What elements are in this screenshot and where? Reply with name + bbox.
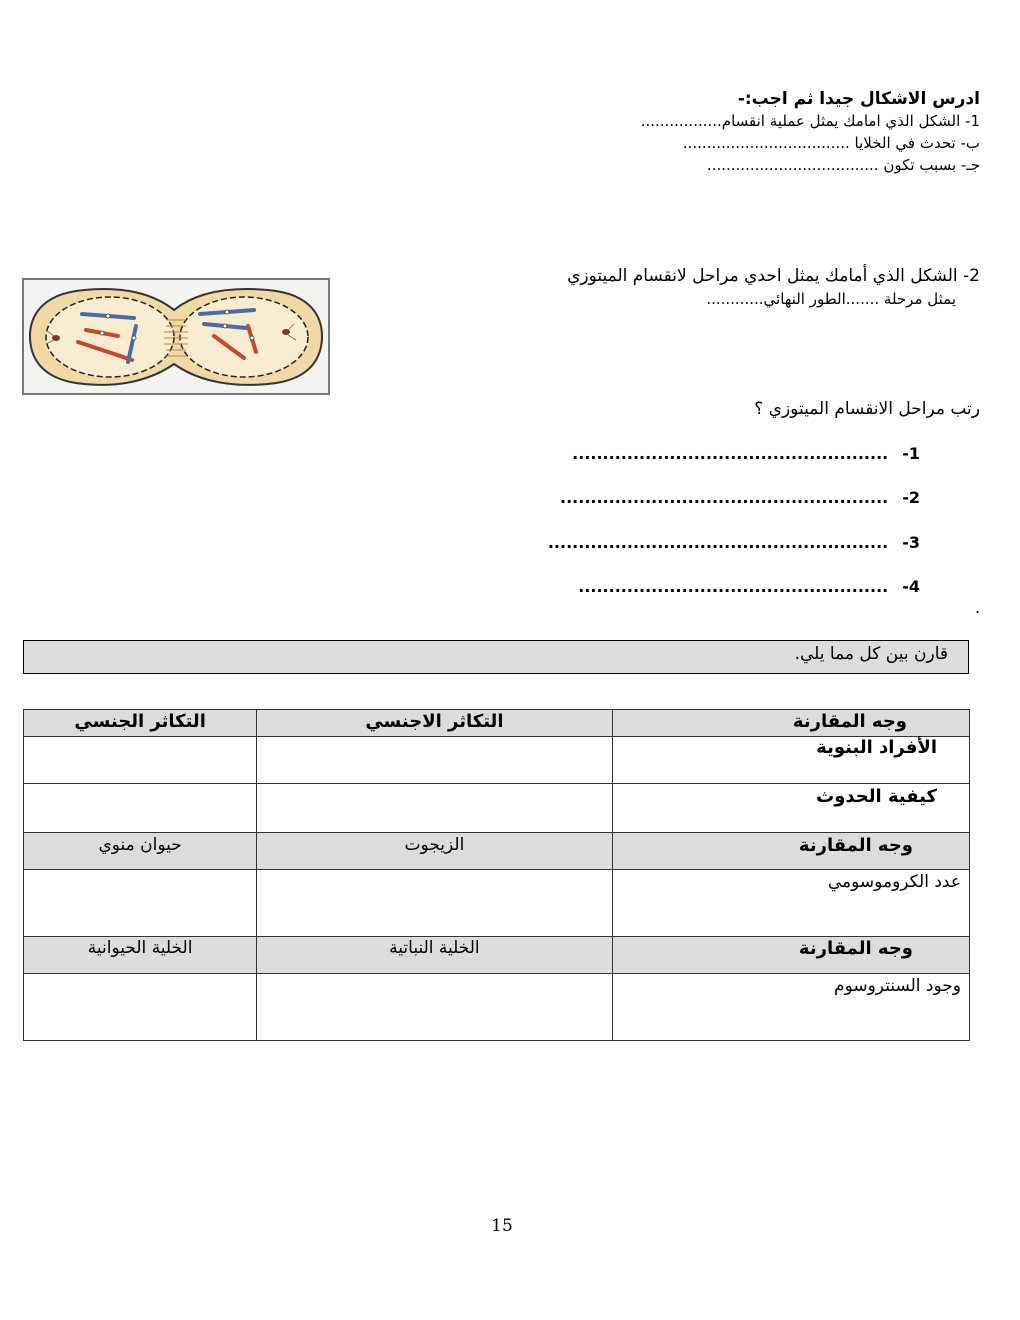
row-label-offspring: الأفراد البنوية xyxy=(816,737,937,758)
page-number: 15 xyxy=(491,1216,513,1236)
table-subheader-row xyxy=(24,833,970,870)
question-2: 2- الشكل الذي أمامك يمثل احدي مراحل لانقسام الميتوزي xyxy=(567,266,980,286)
answer-cell[interactable] xyxy=(257,974,612,1041)
trailing-dot: . xyxy=(975,598,981,617)
question-1c: جـ- بسبب تكون .................................... xyxy=(706,156,980,174)
table-row xyxy=(24,974,970,1041)
item-number: -3 xyxy=(902,533,920,552)
question-1b: ب- تحدث في الخلايا ................................... xyxy=(682,134,980,152)
header-animal-cell: الخلية الحيوانية xyxy=(87,938,193,958)
comparison-table xyxy=(23,709,970,1041)
table-row xyxy=(24,784,970,833)
telophase-figure xyxy=(22,278,330,395)
ordering-item-3 xyxy=(548,533,920,552)
compare-title-box xyxy=(23,640,969,674)
row-label-occurrence: كيفية الحدوث xyxy=(816,786,937,807)
ordering-item-2 xyxy=(560,488,920,507)
item-number: -2 xyxy=(902,488,920,507)
compare-title: قارن بين كل مما يلي. xyxy=(794,644,948,664)
ordering-item-1 xyxy=(572,444,920,463)
header-aspect-3: وجه المقارنة xyxy=(798,938,913,959)
telophase-cell-illustration xyxy=(24,280,328,393)
item-number: -1 xyxy=(902,444,920,463)
row-label-chromosome-number: عدد الكروموسومي xyxy=(827,872,961,892)
question-1: 1- الشكل الذي امامك يمثل عملية انقسام................. xyxy=(640,112,980,130)
header-aspect: وجه المقارنة xyxy=(792,711,907,732)
answer-dots[interactable]: .................................................... xyxy=(572,444,889,463)
header-asexual: التكاثر الاجنسي xyxy=(365,711,504,732)
item-number: -4 xyxy=(902,577,920,596)
answer-dots[interactable]: ................................................... xyxy=(578,577,889,596)
question-2-answer: يمثل مرحلة .......الطور النهائي............ xyxy=(706,290,956,308)
answer-cell[interactable] xyxy=(24,737,257,784)
answer-dots[interactable]: ........................................................ xyxy=(547,533,889,552)
answer-dots[interactable]: ...................................................... xyxy=(560,488,889,507)
header-sexual: التكاثر الجنسي xyxy=(74,711,206,732)
header-sperm: حيوان منوي xyxy=(98,835,182,855)
answer-cell[interactable] xyxy=(24,784,257,833)
header-zygote: الزيجوت xyxy=(404,835,465,855)
row-label-centrosome: وجود السنتروسوم xyxy=(834,976,961,996)
ordering-title: رتب مراحل الانقسام الميتوزي ؟ xyxy=(754,399,980,419)
table-row xyxy=(24,737,970,784)
answer-cell[interactable] xyxy=(24,974,257,1041)
table-subheader-row xyxy=(24,937,970,974)
instruction-heading: ادرس الاشكال جيدا ثم اجب:- xyxy=(737,89,980,109)
answer-cell[interactable] xyxy=(257,784,612,833)
header-plant-cell: الخلية النباتية xyxy=(389,938,480,958)
table-header-row xyxy=(24,710,970,737)
table-row xyxy=(24,870,970,937)
answer-cell[interactable] xyxy=(257,737,612,784)
ordering-item-4 xyxy=(578,577,920,596)
header-aspect-2: وجه المقارنة xyxy=(798,835,913,856)
answer-cell[interactable] xyxy=(24,870,257,937)
answer-cell[interactable] xyxy=(257,870,612,937)
